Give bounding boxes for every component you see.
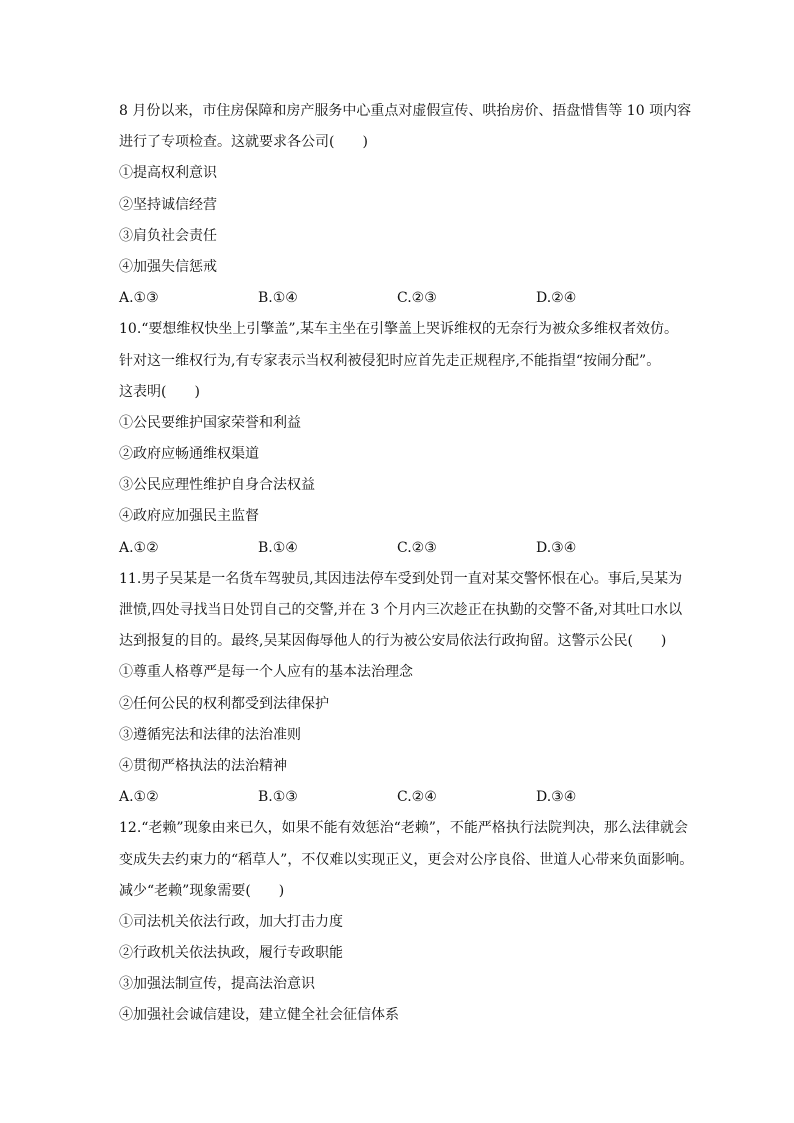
option-a: A.①② (119, 789, 159, 806)
statement-2: ②行政机关依法执政，履行专政职能 (119, 945, 343, 962)
question-12 (119, 813, 739, 1031)
statement-2: ②坚持诚信经营 (119, 196, 217, 213)
statement-1: ①提高权利意识 (119, 165, 217, 182)
statement-1: ①尊重人格尊严是每一个人应有的基本法治理念 (119, 664, 413, 681)
question-stem-line: 泄愤,四处寻找当日处罚自己的交警,并在 3 个月内三次趁正在执勤的交警不备,对其吐口水以 (119, 602, 683, 618)
statement-4: ④加强失信惩戒 (119, 258, 217, 275)
question-9 (119, 96, 739, 314)
statement-2: ②政府应畅通维权渠道 (119, 446, 259, 463)
statement-3: ③遵循宪法和法律的法治准则 (119, 726, 301, 743)
option-b: B.①③ (258, 789, 298, 806)
question-stem-line: 针对这一维权行为,有专家表示当权利被侵犯时应首先走正规程序,不能指望“按闹分配”。 (119, 352, 661, 369)
question-10 (119, 314, 739, 564)
option-c: C.②③ (397, 290, 437, 307)
option-a: A.①③ (119, 290, 159, 307)
question-stem-line: 11.男子吴某是一名货车驾驶员,其因违法停车受到处罚一直对某交警怀恨在心。事后,吴某为 (119, 570, 683, 587)
statement-1: ①公民要维护国家荣誉和利益 (119, 414, 301, 431)
question-stem-line: 12.“老赖”现象由来已久，如果不能有效惩治“老赖”，不能严格执行法院判决，那么法律就会 (119, 820, 688, 837)
option-c: C.②③ (397, 539, 437, 556)
statement-4: ④贯彻严格执法的法治精神 (119, 757, 287, 774)
statement-3: ③肩负社会责任 (119, 227, 217, 244)
option-d: D.③④ (536, 539, 577, 556)
option-b: B.①④ (258, 539, 298, 556)
option-d: D.③④ (536, 789, 577, 806)
question-stem-line: 这表明( ) (119, 383, 200, 400)
question-stem-line: 8 月份以来，市住房保障和房产服务中心重点对虚假宣传、哄抬房价、捂盘惜售等 10 项内容 (119, 103, 692, 119)
question-stem-line: 达到报复的目的。最终,吴某因侮辱他人的行为被公安局依法行政拘留。这警示公民( ) (119, 633, 667, 650)
question-stem-line: 10.“要想维权快坐上引擎盖”,某车主坐在引擎盖上哭诉维权的无奈行为被众多维权者效仿。 (119, 321, 679, 338)
statement-4: ④加强社会诚信建设，建立健全社会征信体系 (119, 1007, 399, 1024)
question-11 (119, 564, 739, 814)
option-a: A.①② (119, 539, 159, 556)
answer-options (119, 782, 739, 813)
question-stem-line: 进行了专项检查。这就要求各公司( ) (119, 134, 368, 151)
statement-1: ①司法机关依法行政，加大打击力度 (119, 913, 343, 930)
option-d: D.②④ (536, 290, 577, 307)
answer-options (119, 283, 739, 314)
exam-content (119, 96, 739, 1032)
option-b: B.①④ (258, 290, 298, 307)
statement-3: ③公民应理性维护自身合法权益 (119, 477, 315, 494)
statement-4: ④政府应加强民主监督 (119, 508, 259, 525)
statement-2: ②任何公民的权利都受到法律保护 (119, 695, 329, 712)
answer-options (119, 533, 739, 564)
option-c: C.②④ (397, 789, 437, 806)
statement-3: ③加强法制宣传，提高法治意识 (119, 976, 315, 993)
question-stem-line: 减少“老赖”现象需要( ) (119, 882, 285, 899)
question-stem-line: 变成失去约束力的“稻草人”，不仅难以实现正义，更会对公序良俗、世道人心带来负面影响。 (119, 851, 694, 868)
